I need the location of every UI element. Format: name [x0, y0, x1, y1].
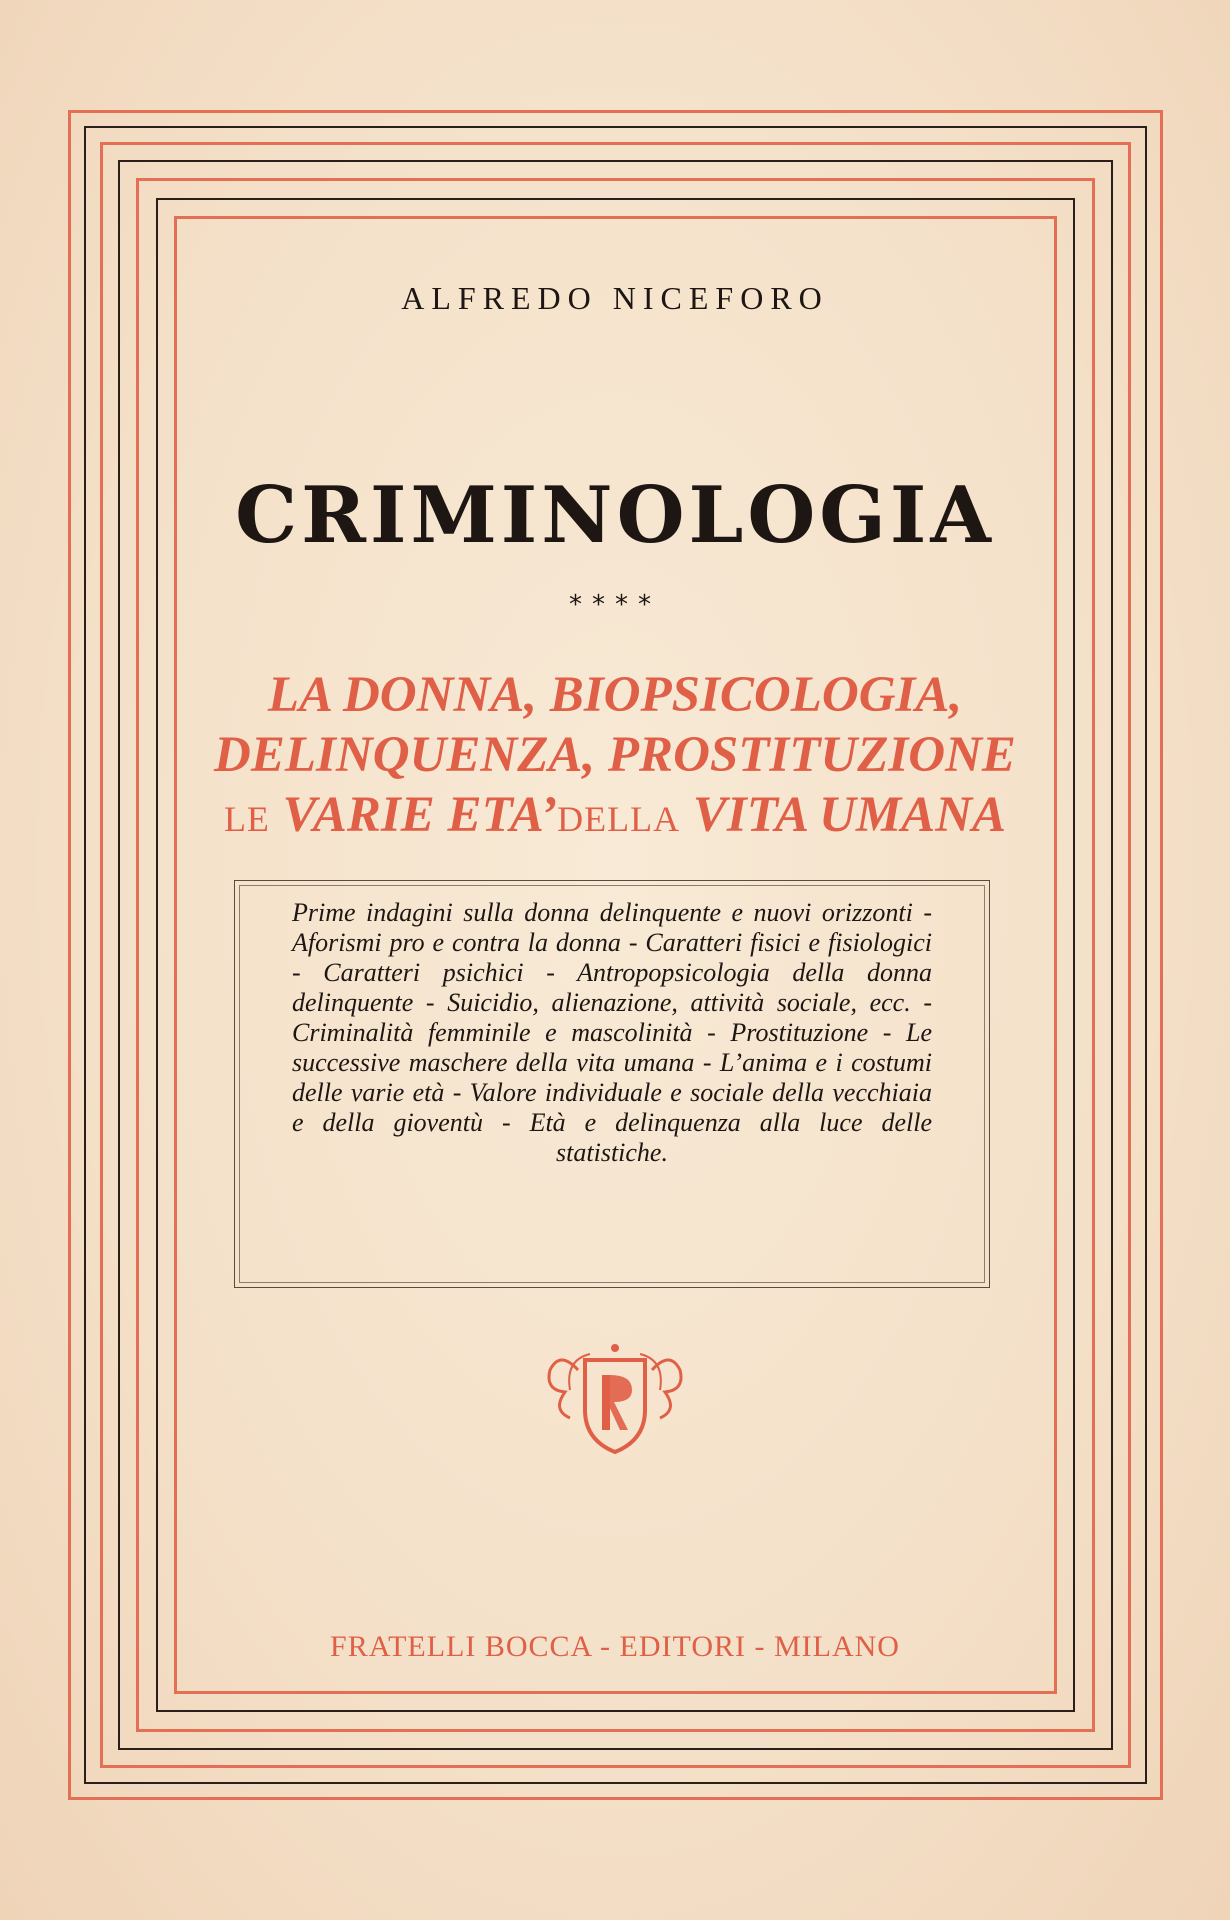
description-text: Prime indagini sulla donna delinquente e nuovi orizzonti - Aforismi pro e contra la donna - Caratteri fisici e fisiologici - Caratteri psichici - Antropopsicologia della donna delinquente - Suicidio, alienazione, attività sociale, ecc. - Criminalità femminile e mascolinità - Prostituzione - Le successive maschere della vita umana - L’anima e i costumi delle varie età - Valore individuale e sociale della vecchiaia e della gioventù - Età e delinquenza alla luce delle statistiche. — [292, 898, 932, 1167]
subtitle-word-della: DELLA — [557, 799, 681, 839]
subtitle-word-le: LE — [223, 799, 270, 839]
subtitle-word-varie-eta: VARIE ETA’ — [282, 787, 558, 843]
author-name: ALFREDO NICEFORO — [401, 280, 829, 316]
ornament-stars: **** — [569, 590, 661, 620]
publisher-emblem-icon — [540, 1330, 690, 1460]
subtitle-line-2: DELINQUENZA, PROSTITUZIONE — [214, 727, 1016, 783]
subtitle-word-vita-umana: VITA UMANA — [692, 787, 1007, 843]
subtitle-line-3 — [0, 785, 1230, 849]
book-title: CRIMINOLOGIA — [235, 470, 995, 561]
subtitle-line-1: LA DONNA, BIOPSICOLOGIA, — [267, 667, 963, 723]
publisher-line: FRATELLI BOCCA - EDITORI - MILANO — [330, 1630, 900, 1663]
